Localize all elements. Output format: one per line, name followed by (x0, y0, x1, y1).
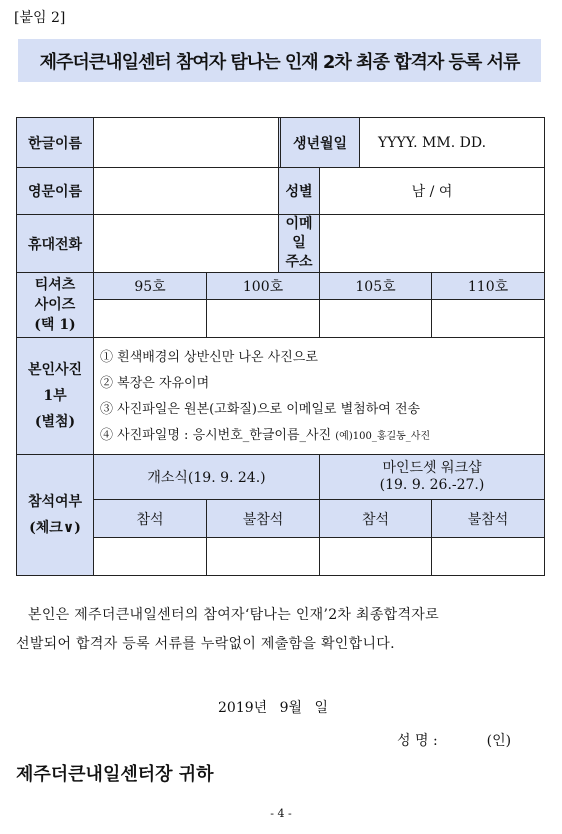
email-field[interactable] (320, 215, 545, 273)
statement-line-2: 선발되어 합격자 등록 서류를 누락없이 제출함을 확인합니다. (16, 636, 395, 652)
attendance-label-line1: 참석여부 (27, 494, 83, 510)
photo-label-line3: (별첨) (34, 414, 76, 430)
event-workshop-header (320, 455, 545, 500)
photo-label-line1: 본인사진 (27, 362, 83, 378)
confirmation-statement (16, 601, 556, 659)
english-name-label: 영문이름 (17, 168, 94, 215)
phone-label: 휴대전화 (17, 215, 94, 273)
workshop-absent-header: 불참석 (432, 500, 545, 538)
statement-line-1: 본인은 제주더큰내일센터의 참여자‘탐나는 인재’2차 최종합격자로 (28, 607, 439, 623)
attachment-label: [붙임 2] (14, 10, 66, 26)
photo-note-1: ① 흰색배경의 상반신만 나온 사진으로 (100, 349, 318, 365)
attendance-label-line2: (체크∨) (29, 520, 81, 536)
phone-field[interactable] (94, 215, 279, 273)
size-110-header: 110호 (432, 273, 545, 300)
gender-field[interactable]: 남 / 여 (320, 168, 545, 215)
size-95-header: 95호 (94, 273, 207, 300)
tshirt-label (17, 273, 94, 338)
event-workshop-line2: (19. 9. 26.-27.) (379, 477, 485, 493)
email-label-line2: 주소 (285, 254, 313, 270)
tshirt-label-line2: 사이즈 (34, 297, 76, 313)
opening-absent-check[interactable] (207, 538, 320, 576)
attendance-label (17, 455, 94, 576)
addressee: 제주더큰내일센터장 귀하 (16, 764, 214, 785)
korean-name-label: 한글이름 (17, 118, 94, 168)
photo-label (17, 338, 94, 455)
email-label (279, 215, 320, 273)
photo-note-3: ③ 사진파일은 원본(고화질)으로 이메일로 별첨하여 전송 (100, 401, 421, 417)
opening-attend-check[interactable] (94, 538, 207, 576)
tshirt-label-line1: 티셔츠 (34, 277, 76, 293)
birth-field[interactable]: YYYY. MM. DD. (320, 118, 545, 168)
registration-form (16, 117, 545, 576)
title-banner (18, 39, 541, 82)
photo-instructions (94, 338, 545, 455)
workshop-attend-check[interactable] (320, 538, 432, 576)
size-105-header: 105호 (320, 273, 432, 300)
photo-note-4-example: (예)100_홍길동_사진 (335, 430, 431, 442)
tshirt-label-line3: (택 1) (34, 317, 76, 333)
photo-note-4-main: ④ 사진파일명 : 응시번호_한글이름_사진 (100, 427, 336, 443)
birth-label: 생년월일 (280, 118, 360, 167)
signature-line: 성 명 : (인) (397, 733, 512, 749)
workshop-attend-header: 참석 (320, 500, 432, 538)
english-name-field[interactable] (94, 168, 279, 215)
size-110-check[interactable] (432, 300, 545, 338)
gender-label: 성별 (279, 168, 320, 215)
size-95-check[interactable] (94, 300, 207, 338)
event-opening-header: 개소식(19. 9. 24.) (94, 455, 320, 500)
workshop-absent-check[interactable] (432, 538, 545, 576)
korean-name-field[interactable] (94, 118, 279, 168)
photo-note-2: ② 복장은 자유이며 (100, 375, 210, 391)
photo-label-line2: 1부 (43, 388, 67, 404)
document-title: 제주더큰내일센터 참여자 탐나는 인재 2차 최종 합격자 등록 서류 (39, 51, 520, 73)
event-workshop-line1: 마인드셋 워크샵 (382, 460, 482, 476)
photo-note-4 (100, 423, 544, 450)
submission-date: 2019년 9월 일 (218, 700, 329, 716)
size-105-check[interactable] (320, 300, 432, 338)
size-100-check[interactable] (207, 300, 320, 338)
email-label-line1: 이메일 (285, 216, 313, 251)
page-number: - 4 - (270, 807, 292, 820)
opening-absent-header: 불참석 (207, 500, 320, 538)
opening-attend-header: 참석 (94, 500, 207, 538)
size-100-header: 100호 (207, 273, 320, 300)
